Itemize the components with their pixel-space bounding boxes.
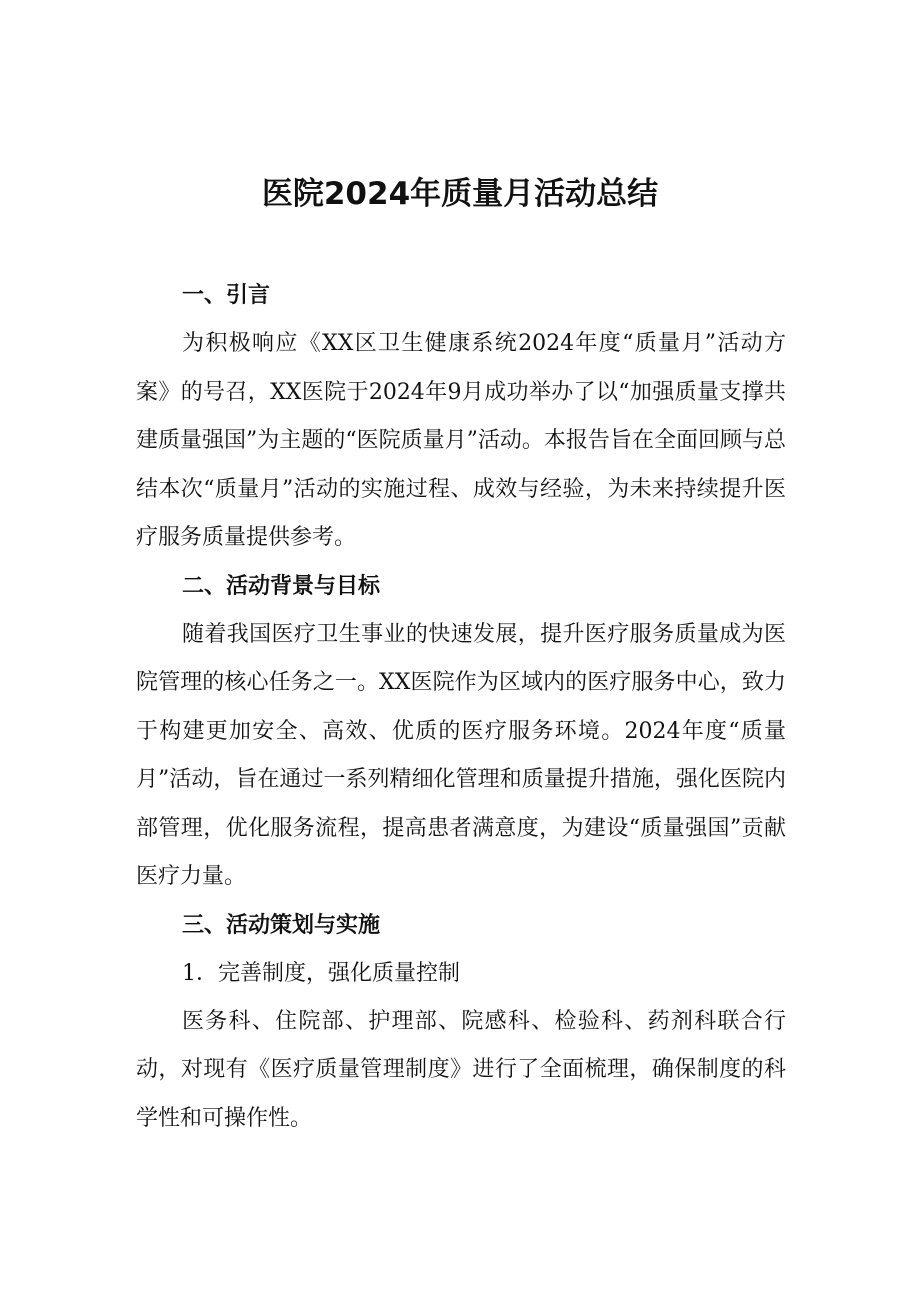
document-body [136,272,786,1143]
section-planning-implementation [136,902,786,1144]
section-introduction [136,272,786,563]
section-paragraph: 随着我国医疗卫生事业的快速发展，提升医疗服务质量成为医院管理的核心任务之一。XX医院作为区域内的医疗服务中心，致力于构建更加安全、高效、优质的医疗服务环境。2024年度“质量月”活动，旨在通过一系列精细化管理和质量提升措施，强化医院内部管理，优化服务流程，提高患者满意度，为建设“质量强国”贡献医疗力量。 [136,621,786,889]
document-title: 医院2024年质量月活动总结 [261,176,659,212]
section-heading: 一、引言 [182,283,271,308]
section-paragraph: 医务科、住院部、护理部、院感科、检验科、药剂科联合行动，对现有《医疗质量管理制度》进行了全面梳理，确保制度的科学性和可操作性。 [136,1008,786,1131]
section-heading: 二、活动背景与目标 [182,573,381,599]
section-heading: 三、活动策划与实施 [182,912,381,938]
section-paragraph: 为积极响应《XX区卫生健康系统2024年度“质量月”活动方案》的号召，XX医院于2024年9月成功举办了以“加强质量支撑共建质量强国”为主题的“医院质量月”活动。本报告旨在全面回顾与总结本次“质量月”活动的实施过程、成效与经验，为未来持续提升医疗服务质量提供参考。 [136,331,786,550]
section-subheading: 1．完善制度，强化质量控制 [182,960,460,986]
section-background-goals [136,563,786,902]
